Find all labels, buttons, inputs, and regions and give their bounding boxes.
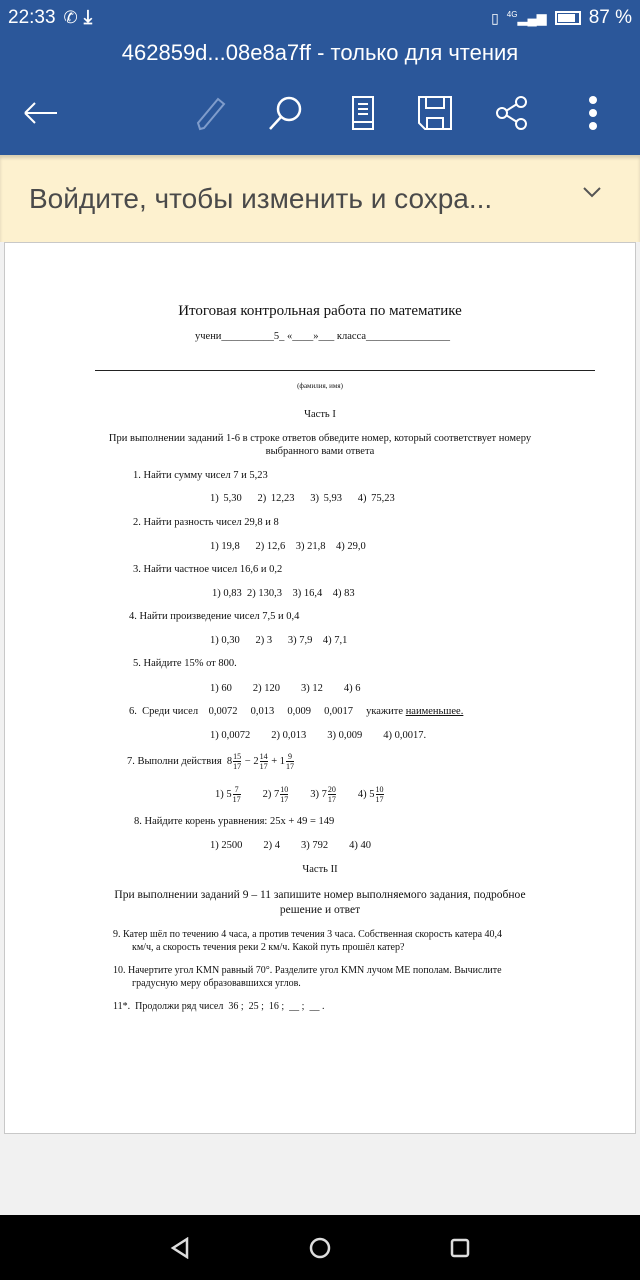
part1-instructions: выбранного вами ответа (265, 446, 375, 457)
mixed-fraction: 8 $\frac{15}{17}$ (226, 752, 242, 771)
clock: 22:33 (8, 7, 56, 28)
question-10: градусную меру образовавшихся углов. (132, 978, 301, 989)
part1-instructions: При выполнении заданий 1-6 в строке ответов обведите номер, который соответствует номеру (108, 433, 532, 444)
edit-button[interactable] (187, 90, 233, 136)
question-5: 5. Найдите 15% от 800. (133, 658, 237, 669)
document-title: 462859d...08e8a7ff - только для чтения (121, 40, 519, 65)
mixed-fraction: 5 $\frac{7}{17}$ (226, 785, 241, 804)
mixed-fraction: 2 $\frac{14}{17}$ (253, 752, 268, 771)
save-button[interactable] (412, 90, 458, 136)
share-button[interactable] (489, 90, 535, 136)
battery-icon (555, 11, 581, 25)
question-8: 8. Найдите корень уравнения: 25x + 49 = 149 (134, 816, 335, 827)
part2-instructions: решение и ответ (279, 904, 361, 916)
question-10: 10. Начертите угол KMN равный 70°. Разделите угол KMN лучом ME пополам. Вычислите (113, 965, 502, 976)
app-header (0, 0, 640, 155)
search-icon (267, 95, 303, 131)
signal-icon: $^{4G}$▂▄▆ (506, 9, 547, 26)
answers-7: 1) 5 $\frac{7}{17}$ 2) 7 $\frac{10}{17}$ 3) 7 $\frac{20}{17}$ 4) 5 $\frac{10}{17}$ (215, 785, 384, 804)
status-bar (8, 6, 632, 30)
battery-percent: 87 % (588, 7, 632, 28)
mixed-fraction: 7 $\frac{20}{17}$ (321, 785, 336, 804)
answers-5: 1) 60 2) 120 3) 12 4) 6 (210, 683, 361, 694)
question-4: 4. Найти произведение чисел 7,5 и 0,4 (129, 611, 300, 622)
divider (95, 370, 595, 371)
document-page (4, 242, 636, 1134)
pencil-icon (194, 95, 226, 131)
back-button[interactable] (18, 90, 64, 136)
question-3: 3. Найти частное чисел 16,6 и 0,2 (133, 564, 283, 575)
recents-square-icon[interactable] (449, 1237, 471, 1259)
question-9: 9. Катер шёл по течению 4 часа, а против течения 3 часа. Собственная скорость катера 40,4 (113, 929, 503, 940)
answers-1: 1) 5,30 2) 12,23 3) 5,93 4) 75,23 (210, 493, 395, 504)
answers-8: 1) 2500 2) 4 3) 792 4) 40 (210, 840, 371, 851)
chevron-down-icon[interactable] (582, 185, 602, 199)
answers-4: 1) 0,30 2) 3 3) 7,9 4) 7,1 (210, 635, 348, 646)
banner-text: Войдите, чтобы изменить и сохра... (29, 182, 493, 214)
mobile-view-icon (351, 95, 375, 131)
mixed-fraction: 1 $\frac{9}{17}$ (279, 752, 295, 771)
mixed-fraction: 7 $\frac{10}{17}$ (274, 785, 289, 804)
part1-title: Часть I (304, 409, 336, 420)
save-icon (417, 95, 453, 131)
name-caption: (фамилия, имя) (297, 382, 343, 390)
home-circle-icon[interactable] (308, 1236, 332, 1260)
answers-6: 1) 0,0072 2) 0,013 3) 0,009 4) 0,0017. (210, 730, 427, 741)
back-arrow-icon (23, 101, 59, 125)
question-11: 11*. Продолжи ряд чисел 36 ; 25 ; 16 ; __ ; __ . (113, 1001, 325, 1012)
more-icon (588, 95, 598, 131)
mobile-view-button[interactable] (340, 90, 386, 136)
mixed-fraction: 5 $\frac{10}{17}$ (369, 785, 384, 804)
whatsapp-icon: ✆ (63, 8, 78, 27)
android-nav-bar (0, 1215, 640, 1280)
part2-title: Часть II (302, 864, 338, 875)
part2-instructions: При выполнении заданий 9 – 11 запишите номер выполняемого задания, подробное (114, 889, 526, 901)
vibrate-icon: ▯ (491, 9, 499, 26)
share-icon (494, 95, 530, 131)
back-triangle-icon[interactable] (169, 1237, 191, 1259)
answers-3: 1) 0,83 2) 130,3 3) 16,4 4) 83 (212, 588, 355, 599)
student-line: учени__________5_ «____»___ класса________________ (195, 331, 451, 342)
search-button[interactable] (262, 90, 308, 136)
question-9: км/ч, а скорость течения реки 2 км/ч. Какой путь прошёл катер? (132, 942, 405, 953)
question-7: 7. Выполни действия 8 $\frac{15}{17}$ − 2 $\frac{14}{17}$ + 1 $\frac{9}{17}$ (127, 752, 295, 771)
question-1: 1. Найти сумму чисел 7 и 5,23 (133, 470, 268, 481)
more-options-button[interactable] (570, 90, 616, 136)
answers-2: 1) 19,8 2) 12,6 3) 21,8 4) 29,0 (210, 541, 366, 552)
question-2: 2. Найти разность чисел 29,8 и 8 (133, 517, 279, 528)
download-icon: ⤓ (83, 7, 93, 28)
doc-heading: Итоговая контрольная работа по математике (178, 303, 462, 319)
question-6: 6. Среди чисел 0,0072 0,013 0,009 0,0017 укажите наименьшее. (129, 706, 464, 717)
sign-in-banner[interactable] (0, 155, 640, 242)
